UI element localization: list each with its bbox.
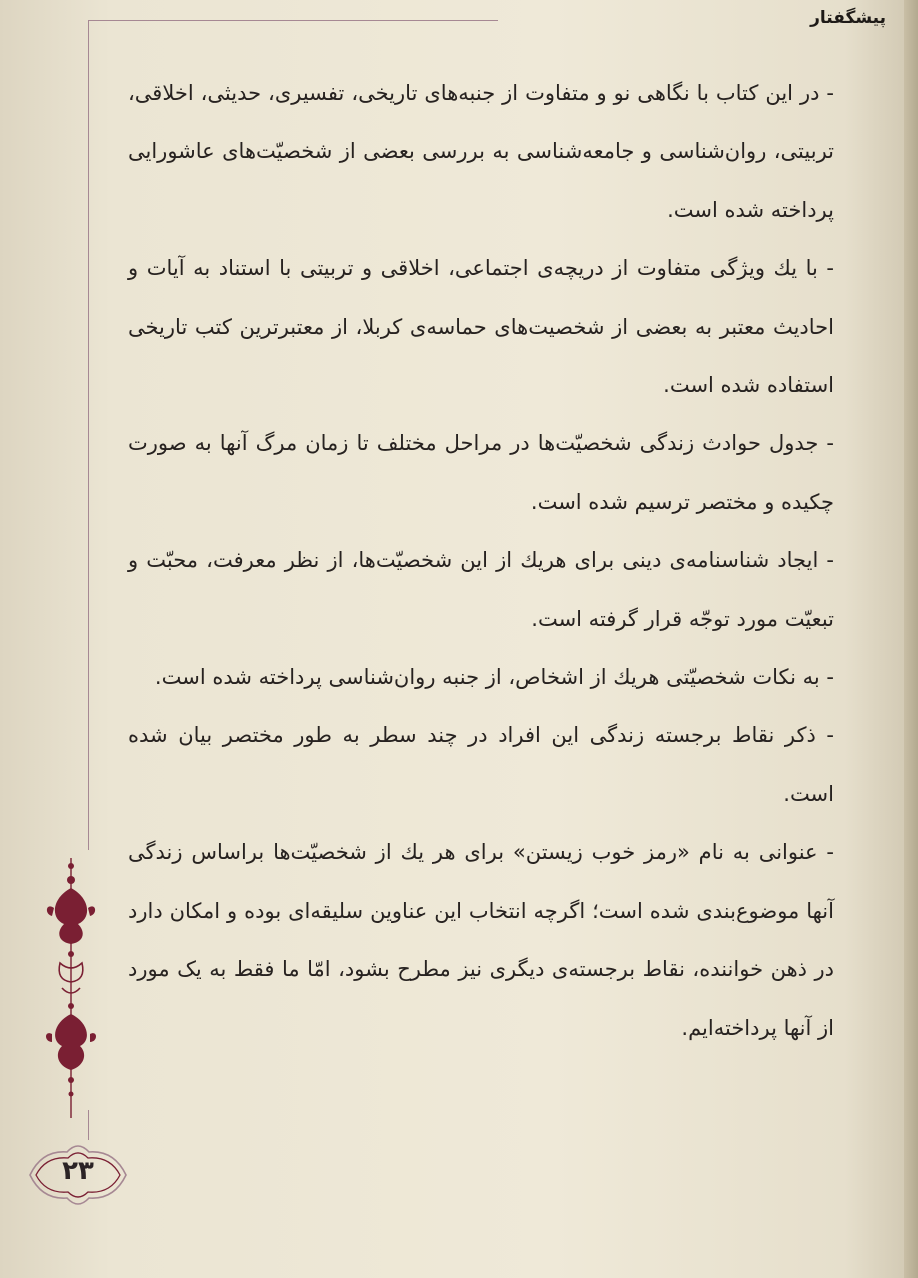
paragraph-2: - با یك ویژگی متفاوت از دریچه‌ی اجتماعی، اخلاقی و تربیتی با استناد به آیات و احادیث معتبر به بعضی از شخصیت‌های حماسه‌ی کربلا، از معتبرترین کتب تاریخی استفاده شده است. (128, 256, 834, 398)
frame-left-rule (88, 20, 89, 850)
floral-ornament-icon (42, 858, 100, 1118)
running-head-title: پیشگفتار (810, 8, 886, 28)
paragraph-7: - عنوانی به نام «رمز خوب زیستن» برای هر یك از شخصیّت‌ها براساس زندگی آنها موضوع‌بندی شده است؛ اگرچه انتخاب این عناوین سلیقه‌ای بوده و امکان دارد در ذهن خواننده، نقاط برجسته‌ی دیگری نیز مطرح بشود، امّا ما فقط به یک مورد از آنها پرداخته‌ایم. (128, 840, 834, 1040)
paragraph-6: - ذکر نقاط برجسته زندگی این افراد در چند سطر به طور مختصر بیان شده است. (128, 723, 834, 806)
paragraph-1: - در این کتاب با نگاهی نو و متفاوت از جنبه‌های تاریخی، تفسیری، حدیثی، اخلاقی، تربیتی، روان‌شناسی و جامعه‌شناسی به بررسی بعضی از شخصیّت‌های عاشورایی پرداخته شده است. (128, 81, 834, 222)
paragraph-5: - به نکات شخصیّتی هریك از اشخاص، از جنبه روان‌شناسی پرداخته شده است. (154, 665, 834, 690)
frame-top-rule (88, 20, 498, 21)
page-number: ۲۳ (62, 1156, 94, 1186)
body-text (128, 64, 834, 1057)
paragraph-3: - جدول حوادث زندگی شخصیّت‌ها در مراحل مختلف تا زمان مرگ آنها به صورت چکیده و مختصر ترسیم شده است. (128, 431, 834, 514)
book-spine-edge (904, 0, 918, 1278)
paragraph-4: - ایجاد شناسنامه‌ی دینی برای هریك از این شخصیّت‌ها، از نظر معرفت، محبّت و تبعیّت مورد توجّه قرار گرفته است. (128, 548, 834, 631)
